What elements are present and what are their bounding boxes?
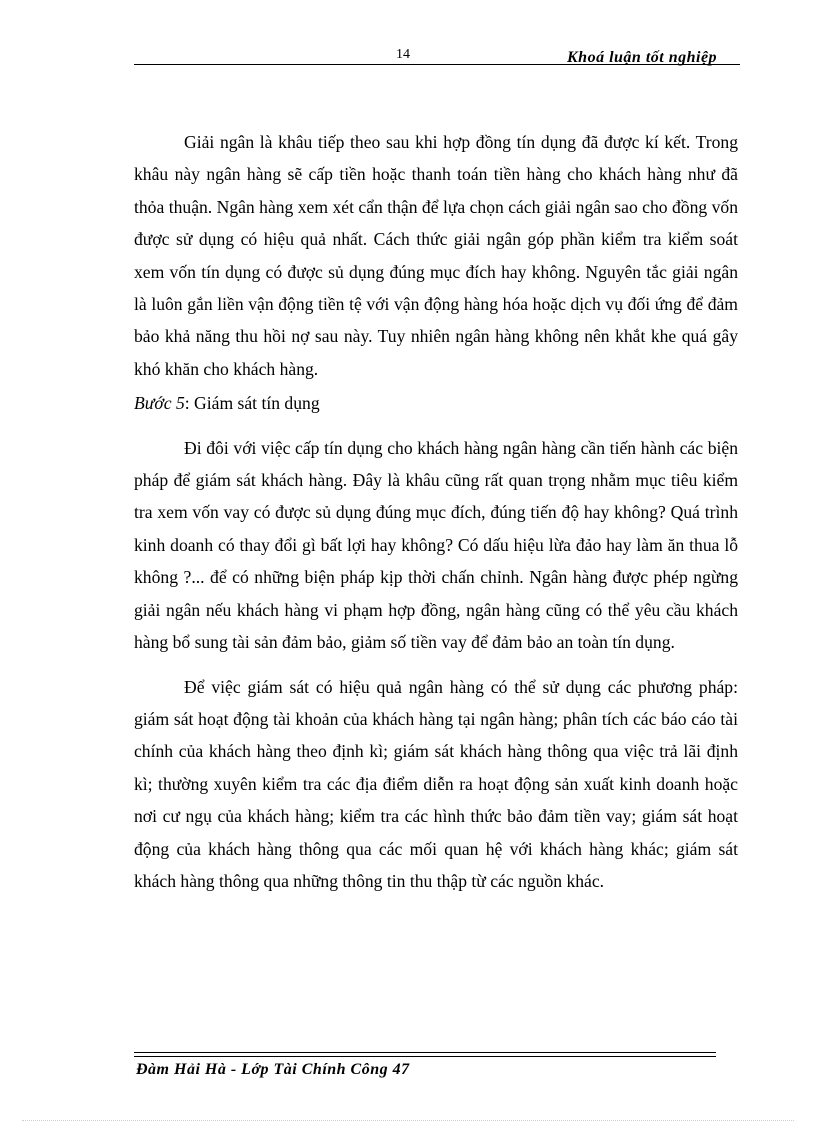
header-rule — [134, 64, 740, 65]
paragraph-disbursement: Giải ngân là khâu tiếp theo sau khi hợp đồng tín dụng đã được kí kết. Trong khâu này ngân hàng sẽ cấp tiền hoặc thanh toán tiền hàng cho khách hàng như đã thỏa thuận. Ngân hàng xem xét cẩn thận để lựa chọn cách giải ngân sao cho đồng vốn được sử dụng có hiệu quả nhất. Cách thức giải ngân góp phần kiểm tra kiểm soát xem vốn tín dụng có được sủ dụng đúng mục đích hay không. Nguyên tắc giải ngân là luôn gắn liền vận động tiền tệ với vận động hàng hóa hoặc dịch vụ đối ứng để đảm bảo khả năng thu hồi nợ sau này. Tuy nhiên ngân hàng không nên khắt khe quá gây khó khăn cho khách hàng. — [134, 132, 738, 379]
page-number: 14 — [396, 47, 410, 62]
step-title: : Giám sát tín dụng — [184, 393, 320, 414]
step-heading — [134, 387, 738, 419]
page-edge — [22, 1120, 794, 1121]
footer-rule-top — [134, 1052, 716, 1053]
header-title: Khoá luận tốt nghiệp — [567, 49, 718, 66]
paragraph-methods: Để việc giám sát có hiệu quả ngân hàng có thể sử dụng các phương pháp: giám sát hoạt động tài khoản của khách hàng tại ngân hàng; phân tích các báo cáo tài chính của khách hàng theo định kì; giám sát khách hàng thông qua việc trả lãi định kì; thường xuyên kiểm tra các địa điểm diễn ra hoạt động sản xuất kinh doanh hoặc nơi cư ngụ của khách hàng; kiểm tra các hình thức bảo đảm tiền vay; giám sát hoạt động của khách hàng thông qua các mối quan hệ với khách hàng khác; giám sát khách hàng thông qua những thông tin thu thập từ các nguồn khác. — [134, 676, 738, 891]
footer-rule-bottom — [134, 1056, 716, 1057]
body-text — [134, 126, 738, 897]
footer-author: Đàm Hải Hà - Lớp Tài Chính Công 47 — [136, 1061, 410, 1078]
step-label: Bước 5 — [134, 393, 185, 414]
paragraph-monitoring: Đi đôi với việc cấp tín dụng cho khách hàng ngân hàng cần tiến hành các biện pháp để giám sát khách hàng. Đây là khâu cũng rất quan trọng nhằm mục tiêu kiểm tra xem vốn vay có được sủ dụng đúng mục đích, đúng tiến độ hay không? Quá trình kinh doanh có thay đổi gì bất lợi hay không? Có dấu hiệu lừa đảo hay làm ăn thua lỗ không ?... để có những biện pháp kịp thời chấn chỉnh. Ngân hàng được phép ngừng giải ngân nếu khách hàng vi phạm hợp đồng, ngân hàng cũng có thể yêu cầu khách hàng bổ sung tài sản đảm bảo, giảm số tiền vay để đảm bảo an toàn tín dụng. — [134, 437, 738, 653]
